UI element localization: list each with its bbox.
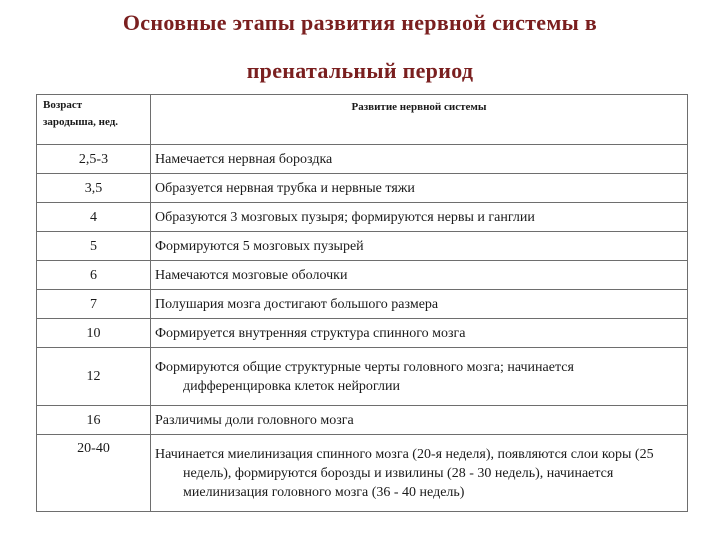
cell-description: Формируется внутренняя структура спинного мозга: [151, 319, 688, 348]
table-row: [37, 435, 688, 512]
cell-age: 12: [37, 348, 151, 406]
cell-description: Формируются 5 мозговых пузырей: [151, 232, 688, 261]
slide-title-line-1: Основные этапы развития нервной системы в: [122, 10, 598, 35]
cell-age: 20-40: [37, 435, 151, 512]
table-row: [37, 406, 688, 435]
cell-age: 2,5-3: [37, 145, 151, 174]
table-row: [37, 319, 688, 348]
table-row: [37, 261, 688, 290]
header-age-line-1: Возраст: [43, 99, 83, 111]
header-age-line-2: зародыша, нед.: [43, 116, 119, 128]
table-row: [37, 174, 688, 203]
cell-description: Намечается нервная бороздка: [151, 145, 688, 174]
table-row: [37, 203, 688, 232]
cell-age: 16: [37, 406, 151, 435]
cell-description: Образуется нервная трубка и нервные тяжи: [151, 174, 688, 203]
table-row: [37, 348, 688, 406]
cell-age: 4: [37, 203, 151, 232]
cell-age: 3,5: [37, 174, 151, 203]
table-row: [37, 290, 688, 319]
cell-description: [151, 348, 688, 406]
cell-age: 10: [37, 319, 151, 348]
table-row: [37, 232, 688, 261]
cell-description-text: Начинается миелинизация спинного мозга (20-я неделя), появляются слои коры (25 недель), формируются борозды и извилины (28 - 30 недель), начинается миелинизация головного мозга (36 - 40 недель): [155, 446, 654, 500]
header-embryo-age: [37, 95, 151, 145]
cell-description: Образуются 3 мозговых пузыря; формируются нервы и ганглии: [151, 203, 688, 232]
cell-age: 5: [37, 232, 151, 261]
header-nervous-system-development: Развитие нервной системы: [151, 95, 688, 145]
table-row: [37, 145, 688, 174]
table-header-row: [37, 95, 688, 145]
cell-description-text: Формируются общие структурные черты головного мозга; начинается дифференцировка клеток нейроглии: [155, 359, 574, 394]
cell-description: Различимы доли головного мозга: [151, 406, 688, 435]
slide-title-line-2: пренатальный период: [246, 58, 474, 83]
cell-description: Намечаются мозговые оболочки: [151, 261, 688, 290]
cell-age: 7: [37, 290, 151, 319]
cell-description: [151, 435, 688, 512]
cell-age: 6: [37, 261, 151, 290]
cell-description: Полушария мозга достигают большого размера: [151, 290, 688, 319]
development-stages-table: [36, 94, 688, 512]
